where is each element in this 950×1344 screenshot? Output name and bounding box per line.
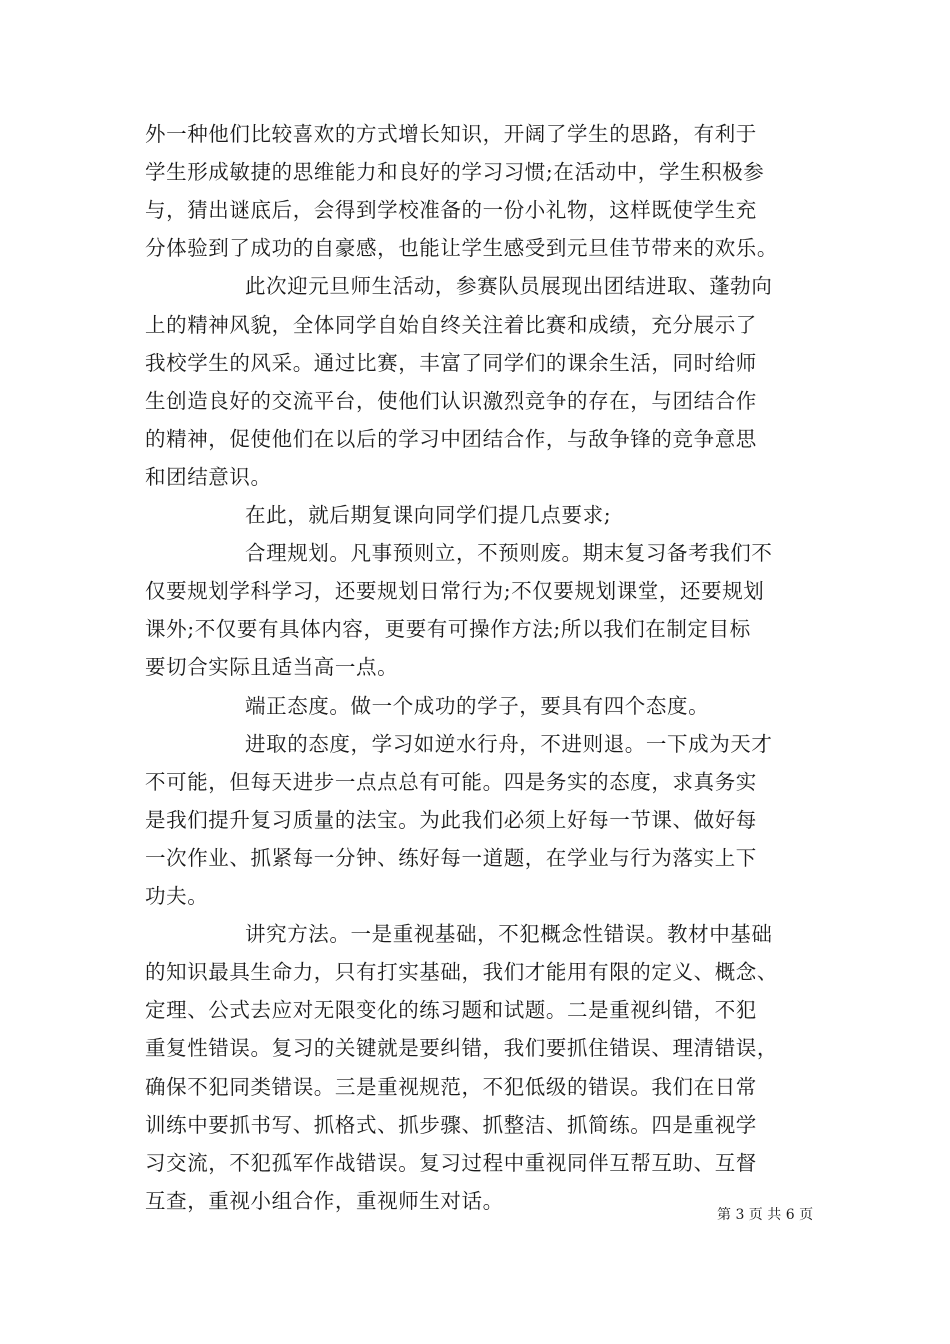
- text-line: 是我们提升复习质量的法宝。为此我们必须上好每一节课、做好每: [145, 808, 757, 832]
- text-line: 端正态度。做一个成功的学子，要具有四个态度。: [245, 694, 710, 718]
- text-line: 仅要规划学科学习，还要规划日常行为;不仅要规划课堂，还要规划: [145, 579, 765, 603]
- text-line: 习交流，不犯孤军作战错误。复习过程中重视同伴互帮互助、互督: [145, 1151, 757, 1175]
- text-line: 不可能，但每天进步一点点总有可能。四是务实的态度，求真务实: [145, 770, 757, 794]
- text-line: 学生形成敏捷的思维能力和良好的学习习惯;在活动中，学生积极参: [145, 160, 765, 184]
- text-line: 分体验到了成功的自豪感，也能让学生感受到元旦佳节带来的欢乐。: [145, 236, 778, 260]
- text-line: 与，猜出谜底后，会得到学校准备的一份小礼物，这样既使学生充: [145, 198, 757, 222]
- text-line: 训练中要抓书写、抓格式、抓步骤、抓整洁、抓简练。四是重视学: [145, 1113, 757, 1137]
- text-line: 讲究方法。一是重视基础，不犯概念性错误。教材中基础: [245, 922, 773, 946]
- text-line: 生创造良好的交流平台，使他们认识激烈竞争的存在，与团结合作: [145, 389, 757, 413]
- text-line: 重复性错误。复习的关键就是要纠错，我们要抓住错误、理清错误，: [145, 1036, 778, 1060]
- text-line: 功夫。: [145, 884, 209, 908]
- text-line: 互查，重视小组合作，重视师生对话。: [145, 1189, 504, 1213]
- text-line: 要切合实际且适当高一点。: [145, 655, 399, 679]
- text-line: 上的精神风貌，全体同学自始自终关注着比赛和成绩，充分展示了: [145, 313, 757, 337]
- text-line: 的知识最具生命力，只有打实基础，我们才能用有限的定义、概念、: [145, 960, 778, 984]
- text-line: 合理规划。凡事预则立，不预则废。期末复习备考我们不: [245, 541, 773, 565]
- text-line: 一次作业、抓紧每一分钟、练好每一道题，在学业与行为落实上下: [145, 846, 757, 870]
- text-line: 的精神，促使他们在以后的学习中团结合作，与敌争锋的竞争意思: [145, 427, 757, 451]
- text-line: 外一种他们比较喜欢的方式增长知识，开阔了学生的思路，有利于: [145, 122, 757, 146]
- text-line: 进取的态度，学习如逆水行舟，不进则退。一下成为天才: [245, 732, 773, 756]
- text-line: 我校学生的风采。通过比赛，丰富了同学们的课余生活，同时给师: [145, 351, 757, 375]
- page-number-footer: 第 3 页 共 6 页: [717, 1207, 814, 1223]
- text-line: 此次迎元旦师生活动，参赛队员展现出团结进取、蓬勃向: [245, 274, 773, 298]
- text-line: 和团结意识。: [145, 465, 272, 489]
- text-line: 定理、公式去应对无限变化的练习题和试题。二是重视纠错，不犯: [145, 998, 757, 1022]
- text-line: 在此，就后期复课向同学们提几点要求;: [245, 503, 612, 527]
- text-line: 确保不犯同类错误。三是重视规范，不犯低级的错误。我们在日常: [145, 1075, 757, 1099]
- text-line: 课外;不仅要有具体内容，更要有可操作方法;所以我们在制定目标: [145, 617, 751, 641]
